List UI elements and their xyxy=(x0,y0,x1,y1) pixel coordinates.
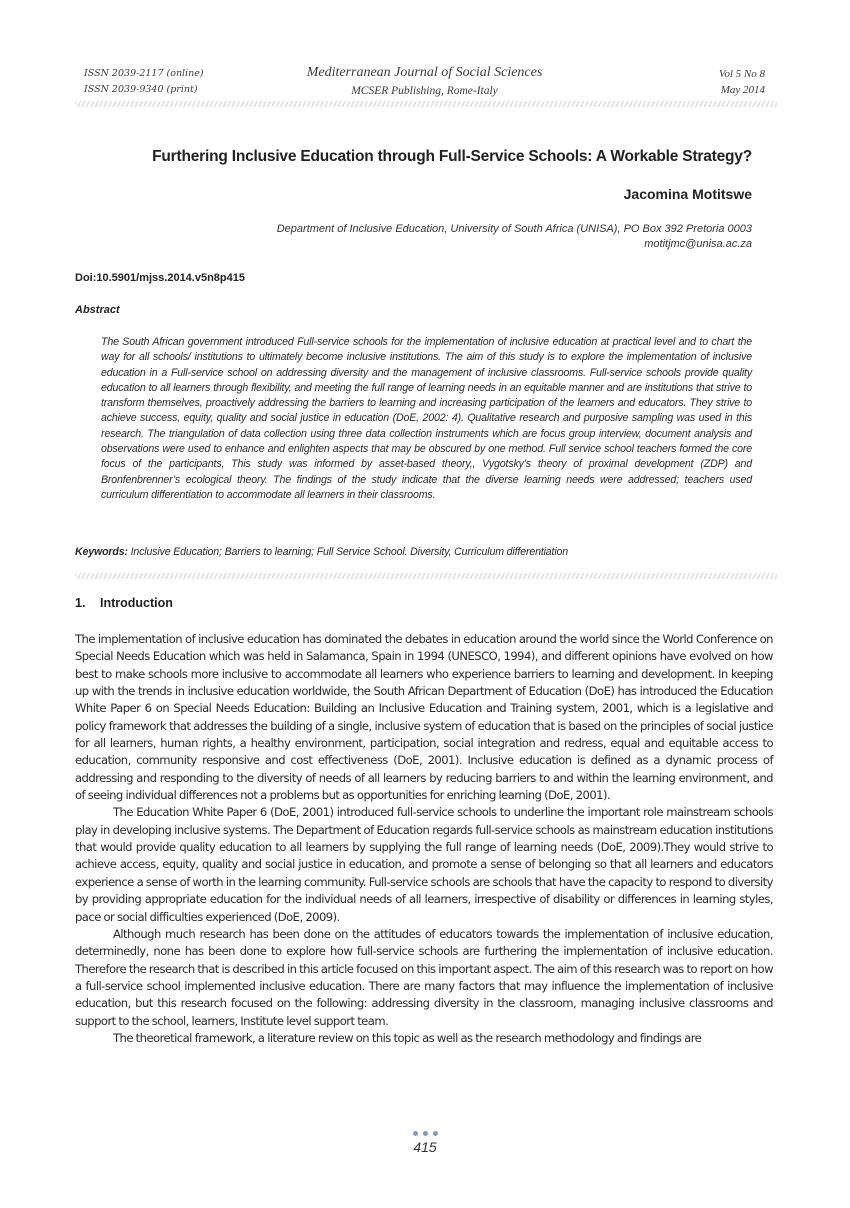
dot-icon xyxy=(433,1131,438,1136)
issue-date: May 2014 xyxy=(720,84,765,96)
page-number: 415 xyxy=(413,1139,437,1155)
abstract-text: The South African government introduced Full-service schools for the implementation of inclusive education at practical level and to chart the way for all schools/ institutions to ultimately become inclusive institutions. The aim of this study is to explore the implementation of inclusive education in a Full-service school on addressing diversity and the management of inclusive classrooms. Full-service schools provide quality education to all learners through flexibility, and meeting the full range of learning needs in an equitable manner and are institutions that strive to transform themselves, proactively addressing the barriers to learning and increasing participation of the learners and educators. They strive to achieve success, equity, quality and social justice in education (DoE, 2002: 4). Qualitative research and purposive sampling was used in this research. The triangulation of data collection using three data collection instruments which are focus group interview, document analysis and observations were used to enhance and enlighten aspects that may be obscured by one method. Full service school teachers formed the core focus of the participants, This study was informed by asset-based theory,, Vygotsky’s theory of proximal development (ZDP) and Bronfenbrenner’s ecological theory. The findings of the study indicate that the diverse learning needs were addressed; teachers used curriculum differentiation to accommodate all learners in their classrooms. xyxy=(101,336,752,501)
author-affiliation-block xyxy=(75,222,752,252)
issn-print: ISSN 2039-9340 (print) xyxy=(84,84,198,95)
header-divider xyxy=(75,101,777,107)
doi[interactable]: Doi:10.5901/mjss.2014.v5n8p415 xyxy=(75,272,246,284)
ellipsis-dots-icon xyxy=(0,1131,850,1136)
author-email[interactable]: motitjmc@unisa.ac.za xyxy=(644,238,752,250)
keywords xyxy=(75,546,568,558)
running-header xyxy=(84,66,765,100)
section-heading xyxy=(75,596,173,610)
journal-title: Mediterranean Journal of Social Sciences xyxy=(306,65,543,80)
paragraph: The implementation of inclusive education has dominated the debates in education around the world since the World Conference on Special Needs Education which was held in Salamanca, Spain in 1994 (UNESCO, 1994), and different opinions have evolved on how best to make schools more inclusive to accommodate all learners who experience barriers to learning and development. In keeping up with the trends in inclusive education worldwide, the South African Department of Education (DoE) has introduced the Education White Paper 6 on Special Needs Education: Building an Inclusive Education and Training system, 2001, which is a legislative and policy framework that addresses the building of a single, inclusive system of education that is based on the principles of social justice for all learners, human rights, a healthy environment, participation, social integration and redress, equal and equitable access to education, community responsive and cost effectiveness (DoE, 2001). Inclusive education is defined as a dynamic process of addressing and responding to the diversity of needs of all learners by reducing barriers to and within the learning environment, and of seeing individual differences not a problems but as opportunities for enriching learning (DoE, 2001). xyxy=(75,632,773,803)
paragraph: The Education White Paper 6 (DoE, 2001) introduced full-service schools to underline the important role mainstream schools play in developing inclusive systems. The Department of Education regards full-service schools as mainstream education institutions that would provide quality education to all learners by supplying the full range of learning needs (DoE, 2009).They would strive to achieve access, equity, quality and social justice in education, and promote a sense of belonging so that all learners and educators experience a sense of worth in the learning community. Full-service schools are schools that have the capacity to respond to diversity by providing appropriate education for the individual needs of all learners, irrespective of disability or differences in learning styles, pace or social difficulties experienced (DoE, 2009). xyxy=(75,805,773,924)
paragraph: The theoretical framework, a literature review on this topic as well as the research methodology and findings are xyxy=(113,1030,702,1045)
author-name: Jacomina Motitswe xyxy=(623,186,752,202)
publisher: MCSER Publishing, Rome-Italy xyxy=(351,85,498,97)
affiliation: Department of Inclusive Education, University of South Africa (UNISA), PO Box 392 Pretoria 0003 xyxy=(276,223,752,235)
journal-block xyxy=(84,64,765,100)
page-footer xyxy=(0,1131,850,1155)
section-title: Introduction xyxy=(100,596,173,610)
issn-online: ISSN 2039-2117 (online) xyxy=(84,68,204,79)
issue-block xyxy=(719,66,765,98)
introduction-body xyxy=(75,631,773,1047)
dot-icon xyxy=(423,1131,428,1136)
abstract-divider xyxy=(75,573,777,579)
volume-issue: Vol 5 No 8 xyxy=(718,68,765,80)
keywords-list: Inclusive Education; Barriers to learning; Full Service School. Diversity, Curriculum differentiation xyxy=(127,546,569,558)
paragraph: Although much research has been done on the attitudes of educators towards the implementation of inclusive education, determinedly, none has been done to explore how full-service schools are furthering the implementation of inclusive education. Therefore the research that is described in this article focused on this important aspect. The aim of this research was to report on how a full-service school implemented inclusive education. There are many factors that may influence the implementation of inclusive education, but this research focused on the following: addressing diversity in the classroom, managing inclusive classrooms and support to the school, learners, Institute level support team. xyxy=(75,926,773,1028)
dot-icon xyxy=(413,1131,418,1136)
keywords-label: Keywords: xyxy=(75,546,128,558)
abstract-heading: Abstract xyxy=(75,304,120,316)
article-title: Furthering Inclusive Education through Full-Service Schools: A Workable Strategy? xyxy=(152,148,752,165)
section-number: 1. xyxy=(75,596,86,610)
